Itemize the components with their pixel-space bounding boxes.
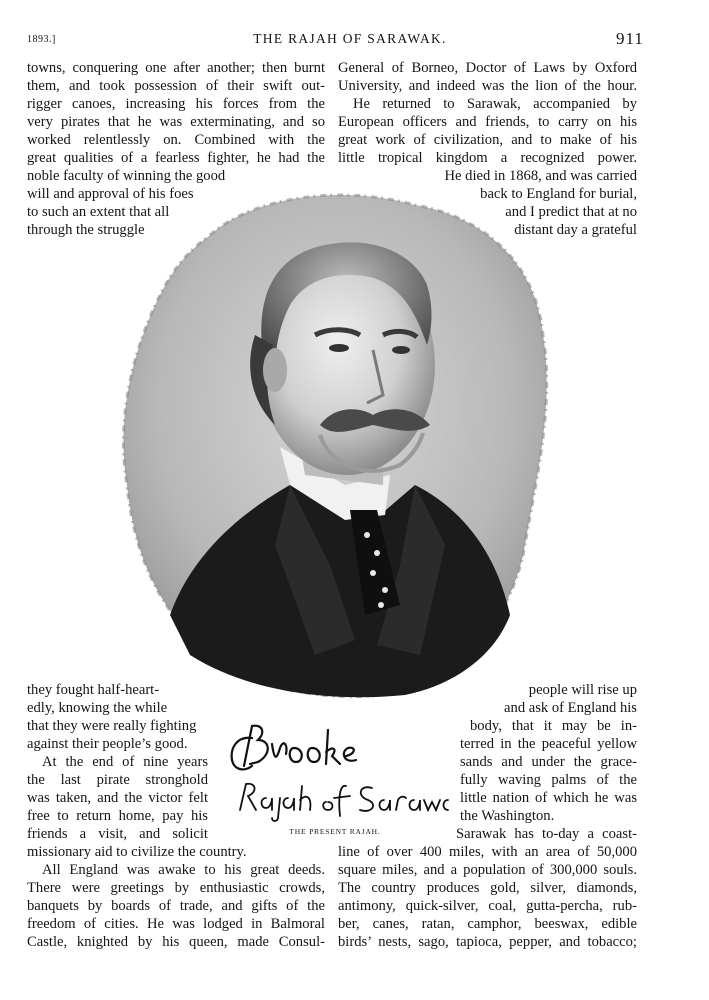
header-year: 1893.] [27, 34, 56, 45]
portrait-caption: THE PRESENT RAJAH. [289, 827, 381, 836]
running-title: THE RAJAH OF SARAWAK. [253, 31, 447, 46]
text-line: little nation of which he was [460, 790, 637, 806]
text-line: fully waving palms of the [460, 772, 637, 788]
text-line: Sarawak has to-day a coast- [456, 826, 637, 842]
text-line: to such an extent that all [27, 204, 170, 220]
page-number: 911 [616, 29, 644, 48]
text-line: was taken, and the victor felt [27, 790, 208, 806]
text-line: He returned to Sarawak, accompanied by [353, 96, 637, 112]
text-line: back to England for burial, [480, 186, 637, 202]
text-line: them, and took possession of their swift out- [27, 78, 325, 94]
text-line: line of over 400 miles, with an area of 50,000 [338, 844, 637, 860]
text-line: body, that it may be in- [470, 718, 637, 734]
text-line: rigger canoes, increasing his forces from the [27, 96, 325, 112]
text-line: worked relentlessly on. Combined with the [27, 132, 325, 148]
text-line: square miles, and a population of 300,000 souls. [338, 862, 637, 878]
text-line: sands and under the grace- [460, 754, 637, 770]
text-line: University, and indeed was the lion of the hour. [338, 78, 637, 94]
text-line: and I predict that at no [505, 204, 637, 220]
text-line: little tropical kingdom a recognized power. [338, 150, 637, 166]
text-line: the last pirate stronghold [27, 772, 208, 788]
text-line: through the struggle [27, 222, 145, 238]
text-line: At the end of nine years [42, 754, 208, 770]
text-line: There were greetings by enthusiastic crowds, [27, 880, 325, 896]
text-line: The country produces gold, silver, diamonds, [338, 880, 637, 896]
text-line: European officers and friends, to carry on his [338, 114, 637, 130]
text-line: All England was awake to his great deeds. [42, 862, 325, 878]
rajah-portrait [115, 185, 555, 700]
text-line: that they were really fighting [27, 718, 197, 734]
text-line: and ask of England his [504, 700, 637, 716]
text-line: will and approval of his foes [27, 186, 194, 202]
text-line: freedom of cities. He was lodged in Balmoral [27, 916, 325, 932]
text-line: against their people’s good. [27, 736, 188, 752]
signature [222, 718, 452, 823]
text-line: Castle, knighted by his queen, made Consul- [27, 934, 325, 950]
text-line: people will rise up [528, 682, 637, 698]
text-line: friends a visit, and solicit [27, 826, 208, 842]
text-line: terred in the peaceful yellow [460, 736, 637, 752]
text-line: edly, knowing the while [27, 700, 168, 716]
text-line: ber, canes, ratan, camphor, beeswax, edible [338, 916, 637, 932]
text-line: missionary aid to civilize the country. [27, 844, 247, 860]
text-line: towns, conquering one after another; then burnt [27, 60, 325, 76]
text-line: free to return home, pay his [27, 808, 208, 824]
text-line: banquets by boards of trade, and gifts of the [27, 898, 325, 914]
text-line: great work of civilization, and to make of his [338, 132, 637, 148]
text-line: noble faculty of winning the good [27, 168, 226, 184]
text-line: antimony, quick-silver, coal, gutta-percha, rub- [338, 898, 637, 914]
text-line: General of Borneo, Doctor of Laws by Oxford [338, 60, 637, 76]
text-line: distant day a grateful [514, 222, 637, 238]
text-line: the Washington. [460, 808, 555, 824]
text-line: He died in 1868, and was carried [444, 168, 637, 184]
text-line: birds’ nests, sago, tapioca, pepper, and tobacco; [338, 934, 637, 950]
text-line: very pirates that he was exterminating, and so [27, 114, 325, 130]
text-line: great qualities of a fearless fighter, he had the [27, 150, 325, 166]
text-line: they fought half-heart- [27, 682, 160, 698]
